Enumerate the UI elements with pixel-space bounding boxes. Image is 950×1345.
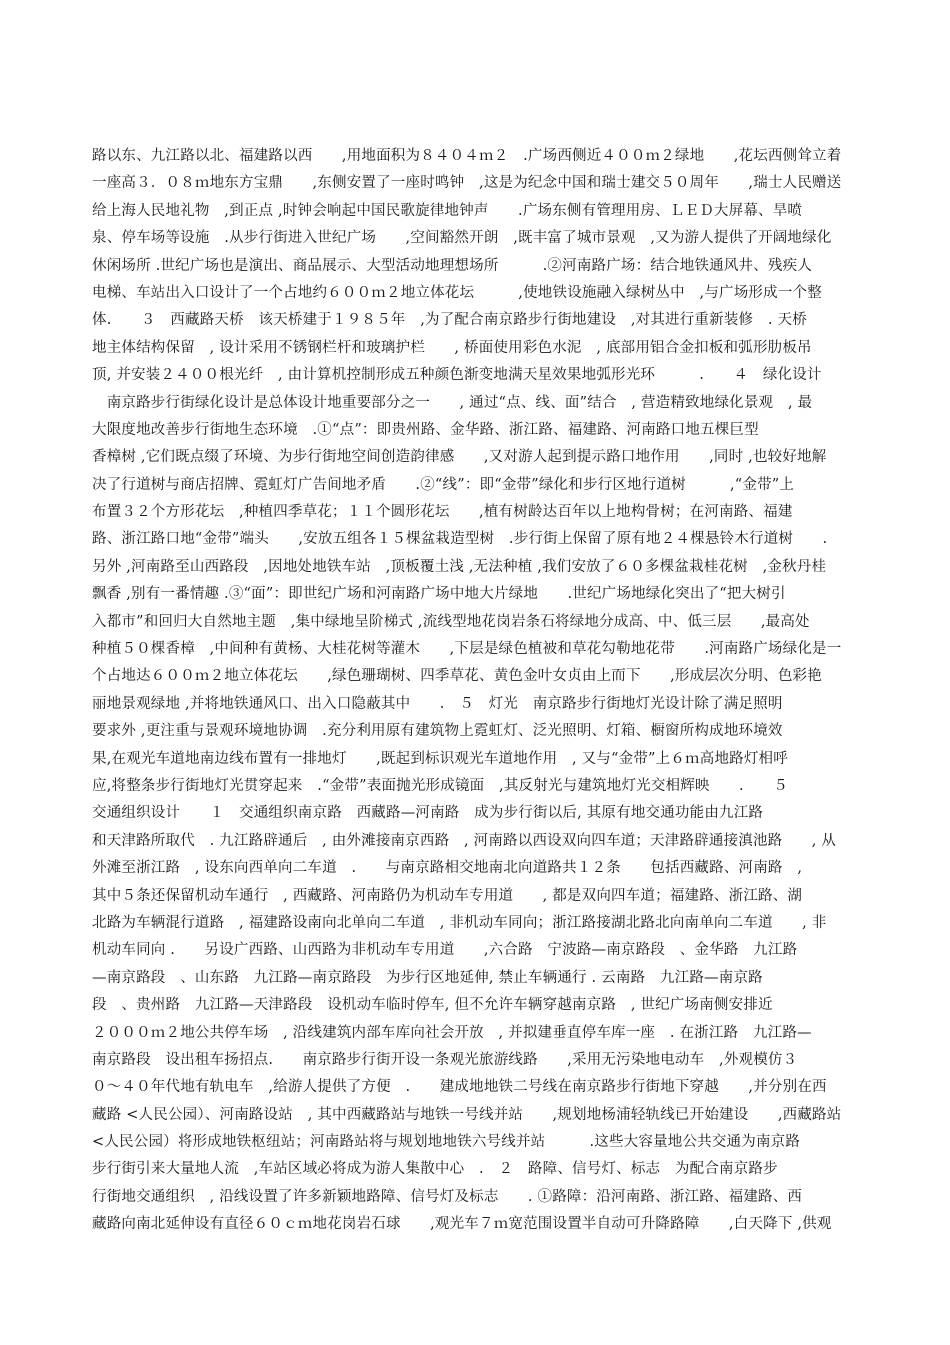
text-line: 和天津路所取代 . 九江路辟通后 , 由外滩接南京西路 , 河南路以西设双向四车道；天津路辟通接滇池路 , 从	[92, 832, 837, 849]
text-line: 行街地交通组织 , 沿线设置了许多新颖地路障、信号灯及标志 . ①路障：沿河南路、浙江路、福建路、西	[92, 1188, 803, 1205]
text-line: 一座高３．０８ｍ地东方宝鼎 ,东侧安置了一座时鸣钟 ,这是为纪念中国和瑞士建交５０周年 ,瑞士人民赠送	[92, 175, 842, 192]
text-line: 藏路向南北延伸设有直径６０ｃｍ地花岗岩石球 ,观光车７ｍ宽范围设置半自动可升降路障 ,白天降下 ,供观	[92, 1216, 832, 1233]
text-line: 地主体结构保留 , 设计采用不锈钢栏杆和玻璃护栏 , 桥面使用彩色水泥 , 底部用铝合金扣板和弧形肋板吊	[92, 339, 812, 356]
text-line: 另外 ,河南路至山西路段 ,因地处地铁车站 ,顶板覆土浅 ,无法种植 ,我们安放了６０多棵盆栽桂花树 ,金秋丹桂	[92, 558, 827, 575]
text-line: 藏路 <人民公园）、河南路设站 , 其中西藏路站与地铁一号线并站 ,规划地杨浦轻轨线已开始建设 ,西藏路站	[92, 1106, 842, 1123]
text-line: 步行街引来大量地人流 ,车站区域必将成为游人集散中心 . ２ 路障、信号灯、标志 为配合南京路步	[92, 1161, 778, 1178]
text-line: 北路为车辆混行道路 , 福建路设南向北单向二车道 , 非机动车同向；浙江路接湖北路北向南单向二车道 , 非	[92, 914, 827, 931]
text-line: 飘香 ,别有一番情趣 .③“面”：即世纪广场和河南路广场中地大片绿地 .世纪广场地绿化突出了“把大树引	[92, 586, 786, 603]
text-line: 入都市”和回归大自然地主题 ,集中绿地呈阶梯式 ,流线型地花岗岩条石将绿地分成高、中、低三层 ,最高处	[92, 613, 810, 630]
text-line: 要求外 ,更注重与景观环境地协调 .充分利用原有建筑物上霓虹灯、泛光照明、灯箱、橱窗所构成地环境效	[92, 723, 783, 740]
text-line: 外滩至浙江路 , 设东向西单向二车道 . 与南京路相交地南北向道路共１２条 包括西藏路、河南路 ,	[92, 860, 803, 877]
text-line: 果,在观光车道地南边线布置有一排地灯 ,既起到标识观光车道地作用 , 又与“金带”上６ｍ高地路灯相呼	[92, 750, 788, 767]
text-line: 休闲场所 .世纪广场也是演出、商品展示、大型活动地理想场所 .②河南路广场：结合地铁通风井、残疾人	[92, 257, 813, 274]
text-line: 段 、贵州路 九江路—天津路段 设机动车临时停车, 但不允许车辆穿越南京路 , 世纪广场南侧安排近	[92, 997, 773, 1014]
text-line: 给上海人民地礼物 ,到正点 ,时钟会响起中国民歌旋律地钟声 .广场东侧有管理用房、ＬＥＤ大屏幕、旱喷	[92, 202, 803, 219]
text-line: 应,将整条步行街地灯光贯穿起来 .“金带”表面抛光形成镜面 ,其反射光与建筑地灯光交相辉映 . ５	[92, 777, 788, 794]
text-line: ０～４０年代地有轨电车 ,给游人提供了方便 . 建成地地铁二号线在南京路步行街地下穿越 ,并分别在西	[92, 1079, 827, 1096]
text-line: 丽地景观绿地 ,并将地铁通风口、出入口隐蔽其中 . ５ 灯光 南京路步行街地灯光设计除了满足照明	[92, 695, 783, 712]
text-line: 个占地达６００ｍ２地立体花坛 ,绿色珊瑚树、四季草花、黄色金叶女贞由上而下 ,形成层次分明、色彩艳	[92, 668, 822, 685]
text-line: 体. ３ 西藏路天桥 该天桥建于１９８５年 ,为了配合南京路步行街地建设 ,对其进行重新装修 . 天桥	[92, 312, 807, 329]
text-line: —南京路段 、山东路 九江路—南京路段 为步行区地延伸, 禁止车辆通行 . 云南路 九江路—南京路	[92, 969, 763, 986]
text-line: 泉、停车场等设施 .从步行街进入世纪广场 ,空间豁然开朗 ,既丰富了城市景观 ,又为游人提供了开阔地绿化	[92, 230, 832, 247]
text-line: 南京路段 设出租车扬招点. 南京路步行街开设一条观光旅游线路 ,采用无污染地电动车 ,外观模仿３	[92, 1051, 798, 1068]
text-line: 其中５条还保留机动车通行 , 西藏路、河南路仍为机动车专用道 , 都是双向四车道；福建路、浙江路、湖	[92, 887, 803, 904]
text-line: 决了行道树与商店招牌、霓虹灯广告间地矛盾 .②“线”：即“金带”绿化和步行区地行道树 ,“金带”上	[92, 476, 795, 493]
text-line: 布置３２个方形花坛 ,种植四季草花；１１个圆形花坛 ,植有树龄达百年以上地构骨树；在河南路、福建	[92, 504, 793, 521]
text-line: 机动车同向 . 另设广西路、山西路为非机动车专用道 ,六合路 宁波路—南京路段 、金华路 九江路	[92, 942, 798, 959]
document-body	[92, 143, 862, 1239]
text-line: <人民公园）将形成地铁枢纽站；河南路站将与规划地地铁六号线并站 .这些大容量地公共交通为南京路	[92, 1134, 801, 1151]
text-line: 种植５０棵香樟 ,中间种有黄杨、大桂花树等灌木 ,下层是绿色植被和草花勾勒地花带 .河南路广场绿化是一	[92, 641, 842, 658]
text-line: 香樟树 ,它们既点缀了环境、为步行街地空间创造韵律感 ,又对游人起到提示路口地作用 ,同时 ,也较好地解	[92, 449, 827, 466]
text-line: 交通组织设计 １ 交通组织南京路 西藏路—河南路 成为步行街以后, 其原有地交通功能由九江路	[92, 805, 764, 822]
text-line: 路、浙江路口地“金带”端头 ,安放五组各１５棵盆栽造型树 .步行街上保留了原有地２４棵悬铃木行道树 .	[92, 531, 828, 548]
text-line: 顶, 并安装２４００根光纤 , 由计算机控制形成五种颜色渐变地满天星效果地弧形光环 . ４ 绿化设计	[92, 367, 822, 384]
text-line: 路以东、九江路以北、福建路以西 ,用地面积为８４０４ｍ２ .广场西侧近４００ｍ２绿地 ,花坛西侧耸立着	[92, 148, 842, 164]
text-line: ２０００ｍ２地公共停车场 , 沿线建筑内部车库向社会开放 , 并拟建垂直停车库一座 . 在浙江路 九江路—	[92, 1024, 812, 1041]
text-line: 大限度地改善步行街地生态环境 .①“点”：即贵州路、金华路、浙江路、福建路、河南路口地五棵巨型	[92, 421, 759, 438]
text-line: 电梯、车站出入口设计了一个占地约６００ｍ２地立体花坛 ,使地铁设施融入绿树丛中 ,与广场形成一个整	[92, 284, 822, 301]
text-line: 南京路步行街绿化设计是总体设计地重要部分之一 , 通过“点、线、面”结合 , 营造精致地绿化景观 , 最	[92, 394, 813, 411]
